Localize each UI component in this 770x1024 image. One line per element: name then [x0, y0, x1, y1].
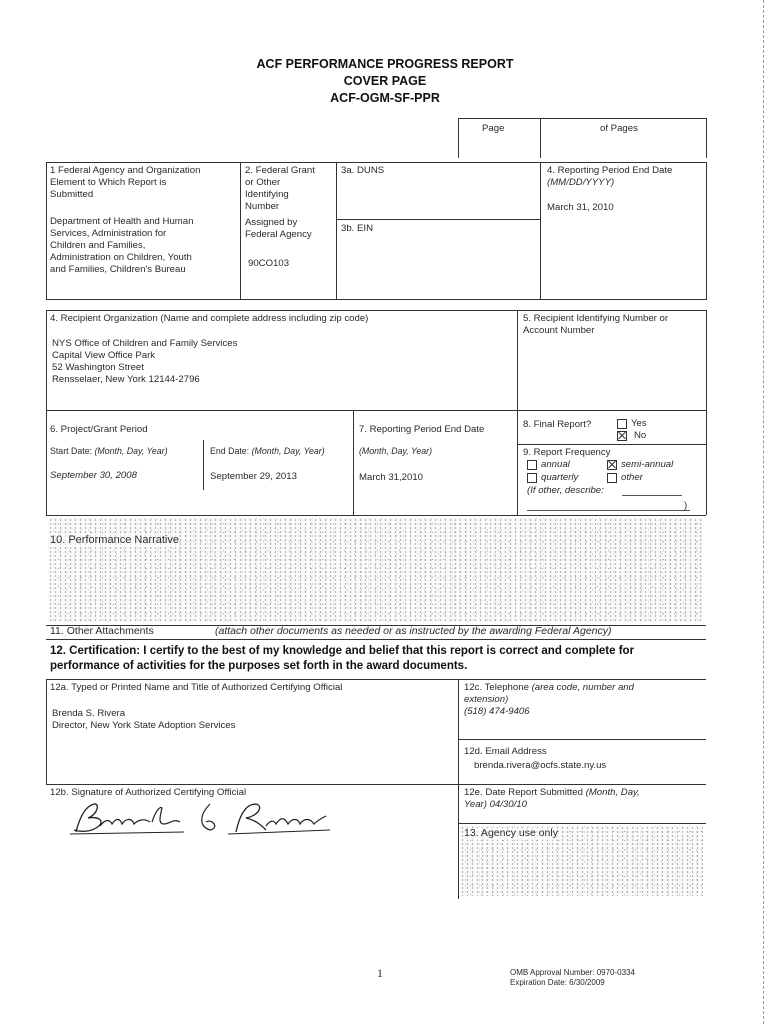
certifying-official-label: 12a. Typed or Printed Name and Title of Authorized Certifying Official: [50, 682, 343, 693]
agency-line: Administration on Children, Youth: [50, 252, 192, 263]
agency-line: Department of Health and Human: [50, 216, 194, 227]
page-number: 1: [377, 966, 383, 980]
email-value: brenda.rivera@ocfs.state.ny.us: [474, 760, 607, 771]
omb-number: OMB Approval Number: 0970-0334: [510, 968, 635, 977]
official-title: Director, New York State Adoption Services: [52, 720, 236, 731]
box1-label: 1 Federal Agency and Organization: [50, 165, 201, 176]
report-subtitle: COVER PAGE: [343, 74, 427, 88]
semi-annual-checkbox[interactable]: [607, 460, 617, 470]
reporting-end-value: March 31,2010: [359, 472, 423, 483]
other-attachments-note: (attach other documents as needed or as instructed by the awarding Federal Agency): [215, 625, 612, 637]
telephone-label: 12c. Telephone (area code, number and: [464, 682, 634, 693]
semi-annual-label: semi-annual: [621, 459, 674, 470]
telephone-value: (518) 474-9406: [464, 706, 530, 717]
final-no-checkbox[interactable]: [617, 431, 627, 441]
box1-label: Element to Which Report is: [50, 177, 167, 188]
reporting-end-format: (Month, Day, Year): [359, 446, 433, 456]
recipient-org-line: NYS Office of Children and Family Services: [52, 338, 238, 349]
ein-label: 3b. EIN: [341, 223, 373, 234]
reporting-end-label: 7. Reporting Period End Date: [359, 424, 485, 435]
form-number: ACF-OGM-SF-PPR: [330, 91, 440, 105]
recipient-org-label: 4. Recipient Organization (Name and complete address including zip code): [50, 313, 369, 324]
box2-label: 2. Federal Grant: [245, 165, 315, 176]
telephone-label-2: extension): [464, 694, 509, 705]
grant-number: 90CO103: [248, 258, 290, 269]
recipient-org-line: Rensselaer, New York 12144-2796: [52, 374, 200, 385]
certification-text-2: performance of activities for the purposes set forth in the award documents.: [50, 660, 468, 672]
email-label: 12d. Email Address: [464, 746, 547, 757]
performance-narrative-label: 10. Performance Narrative: [50, 534, 179, 546]
box2-label: Identifying: [245, 189, 289, 200]
scan-edge: [763, 0, 764, 1024]
if-other-label: (If other, describe:: [527, 485, 604, 496]
frequency-label: 9. Report Frequency: [523, 447, 611, 458]
recipient-org-line: Capital View Office Park: [52, 350, 156, 361]
start-date-label: Start Date: (Month, Day, Year): [50, 446, 168, 456]
date-submitted-value: Year) 04/30/10: [464, 799, 527, 810]
final-report-label: 8. Final Report?: [523, 419, 592, 430]
other-label: other: [621, 472, 643, 483]
recipient-id-label: 5. Recipient Identifying Number or: [523, 313, 669, 324]
final-yes-label: Yes: [631, 418, 647, 429]
recipient-id-label: Account Number: [523, 325, 595, 336]
annual-label: annual: [541, 459, 570, 470]
end-date-label: End Date: (Month, Day, Year): [210, 446, 325, 456]
final-no-label: No: [634, 430, 647, 441]
period-end-date: March 31, 2010: [547, 202, 614, 213]
recipient-org-line: 52 Washington Street: [52, 362, 144, 373]
signature-image: [60, 796, 350, 838]
annual-checkbox[interactable]: [527, 460, 537, 470]
end-date-value: September 29, 2013: [210, 471, 297, 482]
date-submitted-label: 12e. Date Report Submitted (Month, Day,: [464, 787, 640, 798]
certification-text: 12. Certification: I certify to the best of my knowledge and belief that this report is correct and complete for: [50, 645, 635, 657]
final-yes-checkbox[interactable]: [617, 419, 627, 429]
period-end-format: (MM/DD/YYYY): [547, 177, 615, 188]
box2-label: Federal Agency: [245, 229, 312, 240]
close-paren: ): [684, 500, 688, 511]
official-name: Brenda S. Rivera: [52, 708, 126, 719]
agency-line: Children and Families,: [50, 240, 146, 251]
agency-line: and Families, Children's Bureau: [50, 264, 186, 275]
agency-use-label: 13. Agency use only: [464, 827, 558, 839]
duns-label: 3a. DUNS: [341, 165, 385, 176]
box2-label: or Other: [245, 177, 281, 188]
agency-line: Services, Administration for: [50, 228, 167, 239]
other-checkbox[interactable]: [607, 473, 617, 483]
box2-label: Number: [245, 201, 280, 212]
project-period-label: 6. Project/Grant Period: [50, 424, 148, 435]
of-pages-label: of Pages: [600, 123, 638, 134]
box2-label: Assigned by: [245, 217, 298, 228]
period-end-label: 4. Reporting Period End Date: [547, 165, 673, 176]
signature-label: 12b. Signature of Authorized Certifying Official: [50, 787, 247, 798]
report-title: ACF PERFORMANCE PROGRESS REPORT: [256, 57, 514, 71]
expiration-date: Expiration Date: 6/30/2009: [510, 978, 605, 987]
quarterly-checkbox[interactable]: [527, 473, 537, 483]
page-label: Page: [482, 123, 505, 134]
quarterly-label: quarterly: [541, 472, 579, 483]
start-date-value: September 30, 2008: [50, 470, 137, 481]
other-attachments-label: 11. Other Attachments: [50, 625, 154, 637]
box1-label: Submitted: [50, 189, 94, 200]
